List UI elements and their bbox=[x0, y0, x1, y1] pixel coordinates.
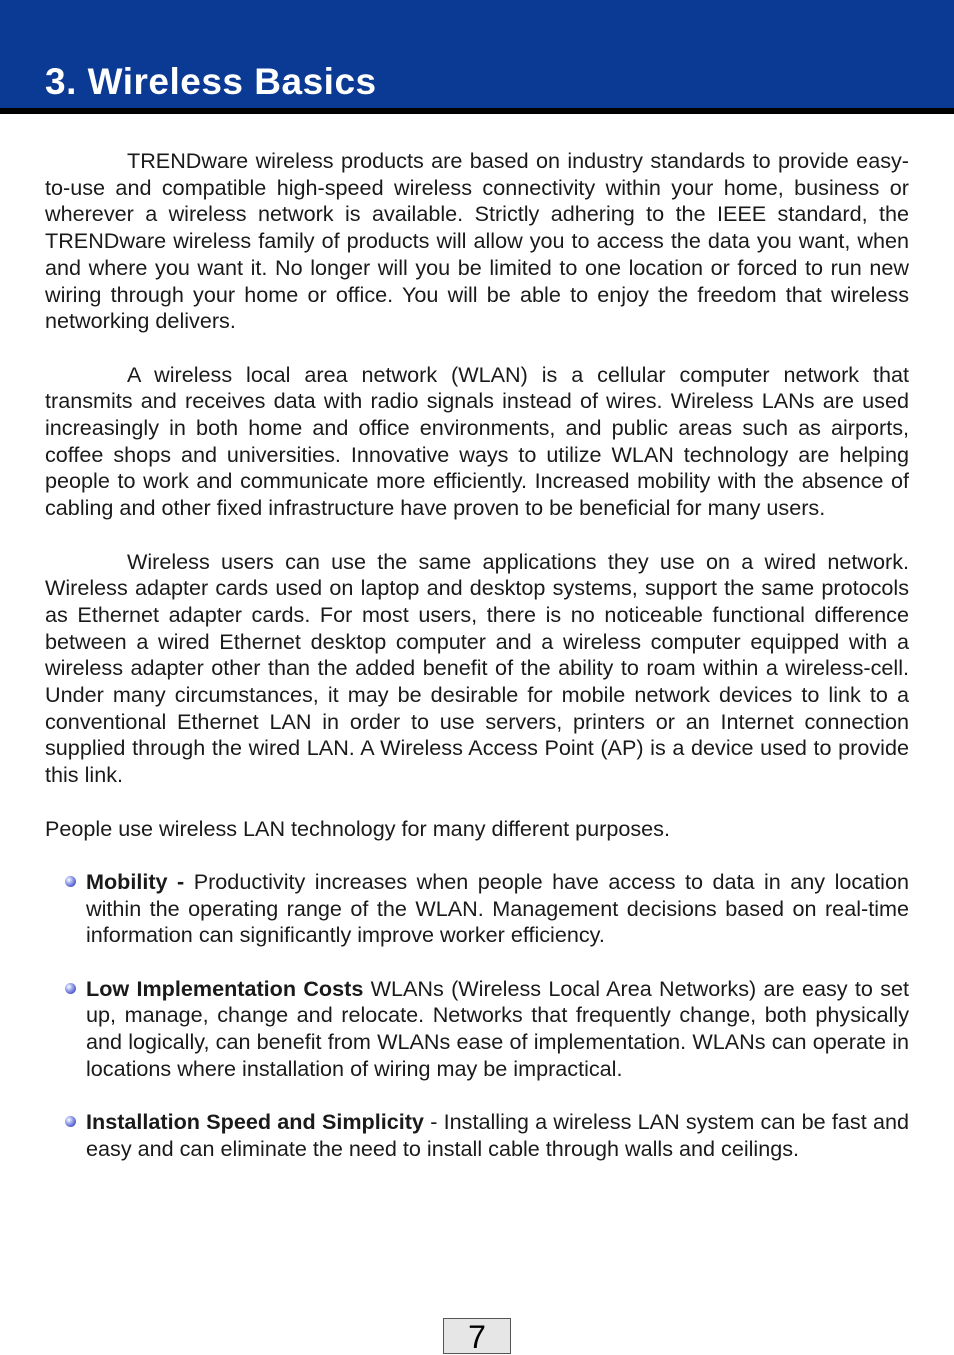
list-item bbox=[45, 976, 909, 1083]
bullet-icon bbox=[65, 1116, 76, 1127]
bullet-term: Installation Speed and Simplicity bbox=[86, 1109, 424, 1135]
bullet-text: - Installing a wireless LAN system can be fast and easy and can eliminate the need to install cable through walls and ceilings. bbox=[86, 1109, 910, 1161]
page-title: 3. Wireless Basics bbox=[45, 61, 377, 102]
list-item bbox=[45, 869, 909, 949]
page-number: 7 bbox=[443, 1318, 511, 1354]
header-divider bbox=[0, 108, 954, 114]
bullet-term: Mobility - bbox=[86, 868, 185, 894]
bullet-text: Productivity increases when people have access to data in any location within the operating range of the WLAN. Management decisions based on real-time information can significantly improve worker efficiency. bbox=[86, 868, 909, 948]
bullet-term: Low Implementation Costs bbox=[86, 975, 364, 1001]
bullet-icon bbox=[65, 983, 76, 994]
bullet-text: WLANs (Wireless Local Area Networks) are easy to set up, manage, change and relocate. Networks that frequently change, both physically and logically, can benefit from WLANs ease of implementation. WLANs can operate in locations where installation of wiring may be impractical. bbox=[86, 975, 910, 1081]
page-header-band bbox=[0, 0, 954, 108]
benefits-list bbox=[45, 869, 909, 1163]
purposes-paragraph: People use wireless LAN technology for many different purposes. bbox=[45, 815, 670, 841]
wlan-paragraph: A wireless local area network (WLAN) is a cellular computer network that transmits and receives data with radio signals instead of wires. Wireless LANs are used increasingly in both home and office environments, and public areas such as airports, coffee shops and universities. Innovative ways to utilize WLAN technology are helping people to work and communicate more efficiently. Increased mobility with the absence of cabling and other fixed infrastructure have proven to be beneficial for many users. bbox=[45, 361, 909, 521]
list-item bbox=[45, 1109, 909, 1162]
users-paragraph: Wireless users can use the same applications they use on a wired network. Wireless adapter cards used on laptop and desktop systems, support the same protocols as Ethernet adapter cards. For most users, there is no noticeable functional difference between a wired Ethernet desktop computer and a wireless computer equipped with a wireless adapter other than the added benefit of the ability to roam within a wireless-cell. Under many circumstances, it may be desirable for mobile network devices to link to a conventional Ethernet LAN in order to use servers, printers or an Internet connection supplied through the wired LAN. A Wireless Access Point (AP) is a device used to provide this link. bbox=[45, 548, 909, 788]
bullet-icon bbox=[65, 876, 76, 887]
body-text bbox=[45, 148, 909, 1189]
intro-paragraph: TRENDware wireless products are based on industry standards to provide easy-to-use and compatible high-speed wireless connectivity within your home, business or wherever a wireless network is available. Strictly adhering to the IEEE standard, the TRENDware wireless family of products will allow you to access the data you want, when and where you want it. No longer will you be limited to one location or forced to run new wiring through your home or office. You will be able to enjoy the freedom that wireless networking delivers. bbox=[45, 148, 909, 334]
